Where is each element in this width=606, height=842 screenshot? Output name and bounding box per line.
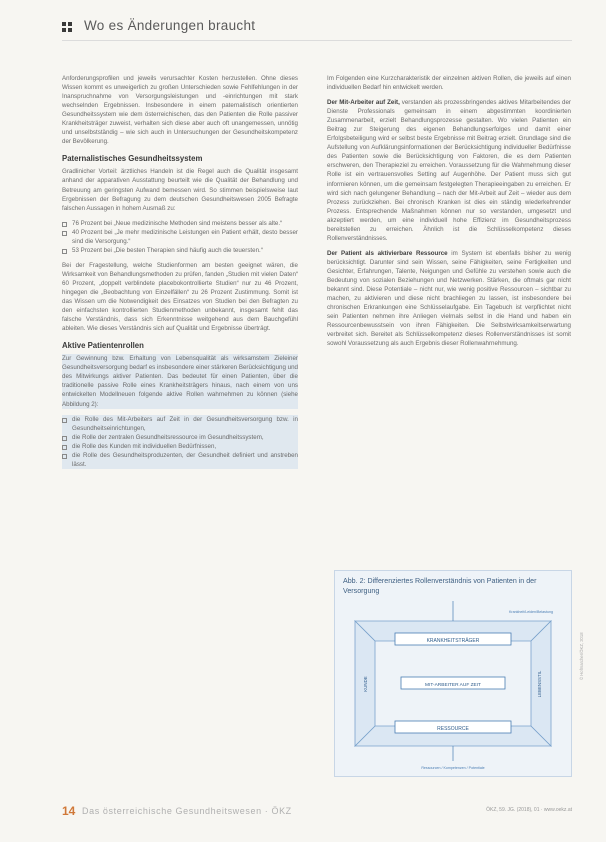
right-role-label: LEBENSSTIL — [537, 670, 542, 698]
paragraph: Gradlinicher Vorteil: ärztliches Handeln ist die Regel auch die Qualität insgesamt anhand der apparativen Ausstattung beurteilt wie die Qualität der Behandlung und Betreuung am geringsten Aufwand bemessen wird. So stimmen beispielsweise laut Ergebnissen der Befragung zu dem deutschen Gesundheitswesen 2005 Befragte falschen Aussagen in hohem Ausmaß zu: — [62, 168, 298, 212]
paragraph: Zur Gewinnung bzw. Erhaltung von Lebensqualität als wirksamstem Zieleiner Gesundheitsversorgung bedarf es insbesondere einer stärkeren Berücksichtigung und des Mitwirkungs aktiver Patienten. Das bedeutet für einen Patienten, über die traditionelle passive Rolle eines Krankheitsträgers hinaus, nach einem von uns entwickelten Modellneuen folgende aktive Rollen wahrnehmen zu können (siehe Abbildung 2): — [62, 355, 298, 408]
left-column — [62, 74, 298, 475]
list-item: 53 Prozent bei „Die besten Therapien sind häufig auch die teuersten.“ — [62, 246, 298, 255]
journal-title: Das österreichische Gesundheitswesen · ÖKZ — [82, 806, 292, 816]
paragraph — [327, 249, 571, 349]
lead-in: Der Patient als aktivierbare Ressource — [327, 249, 448, 257]
subheading: Paternalistisches Gesundheitssystem — [62, 154, 203, 164]
list-item: die Rolle des Gesundheitsproduzenten, der Gesundheit definiert und anstreben lässt. — [62, 451, 298, 469]
figure-caption: Abb. 2: Differenziertes Rollenverständnis von Patienten in der Versorgung — [343, 577, 537, 595]
bottom-role-label: RESSOURCE — [437, 726, 469, 732]
paragraph-body: im System ist ebenfalls bisher zu wenig berücksichtigt. Darunter sind sein Wissen, seine Fähigkeiten, seine Fertigkeiten und Gesichter, Erfahrungen, Talente, Neigungen und Gefühle zu verstehen sowie auch die Bedeutung von sozialen Beziehungen und Netzwerken. Stärken, die oftmals gar nicht bekannt sind. Diese Potentiale – nicht nur, wie wenig positive Ressourcen – sichtbar zu machen, zu aktivieren und diese nicht brachliegen zu lassen, ist insbesondere bei chronischen Erkrankungen eine Schlüsselaufgabe. Ein Tagebuch ist verpflichtet nicht sein Patienten nehmen ihre Anliegen vielmals selbst in die Hand und haben ein Ressourcenbewusstsein von ihren Fähigkeiten. Die Selbstwirksamkeitserwartung verbreitet sich. Bereitet als Schlüsselkompetenz dieses Rollenverständnisses ist somit sowohl Voraussetzung als auch Ergebnis dieser Rollenwahrnehmung. — [327, 249, 571, 348]
header-divider — [62, 40, 572, 41]
list-item: die Rolle der zentralen Gesundheitsressource im Gesundheitssystem, — [62, 433, 298, 442]
right-column — [327, 74, 571, 354]
lead-in: Der Mit-Arbeiter auf Zeit, — [327, 99, 400, 107]
page-header — [0, 0, 606, 58]
paragraph — [327, 98, 571, 243]
page-number: 14 — [62, 804, 76, 818]
roles-list — [62, 415, 298, 469]
list-item: 76 Prozent bei „Neue medizinische Methoden sind meistens besser als alte.“ — [62, 219, 298, 228]
figure-box — [334, 570, 572, 777]
list-item: die Rolle des Kunden mit individuellen Bedürfnissen, — [62, 442, 298, 451]
outer-top-label: Krankheit/Leiden/Belastung — [509, 610, 553, 614]
paragraph-body: verstanden als prozessbringendes aktives Mitarbeitendes der Dienste Professionals gemeinsam in einem abgestimmten koordinierten Zusammenarbeit, erzielt Behandlungsprozesse gestalten. Wo vielen Patienten ein Beitrag zur Steigerung des eigenen Behandlungserfolges und damit einer Erfolgsbeteiligung wird er selbst beste Ergebnisse mit Beitrag erzielt. Grundlage sind die Aufstellung von Aufklärungsinformationen der Berücksichtigung individueller Bedürfnisse des Patienten sowie die Berücksichtigung von Faktoren, die es dem Patienten erschweren, den Therapieziel zu erreichen. Voraussetzung für die Wahrnehmung dieser Rolle ist ein vertrauensvolles Setting auf Augenhöhe. Der Patient muss sich gut informieren können, um die gemeinsam festgelegten Therapieeingaben zu erreichen. Er wird sich nach gelungener Behandlung – nach der Mit-Arbeit auf Zeit – wieder aus dem Prozess zurückziehen. Bei chronisch Kranken ist dies ein ständig wiederkehrender Prozess. Entsprechende Maßnahmen können nur so verstanden, umgesetzt und akzeptiert werden, um eine individuell hohe Effizienz im Gesundheitsprozess bereitstellen zu erreichen. Ähnlich ist die Schlüsselkompetenz dieses Rollenverständnisses. — [327, 99, 571, 242]
list-item: 40 Prozent bei „Je mehr medizinische Leistungen ein Patient erhält, desto besser sind die Versorgung.“ — [62, 228, 298, 246]
footer-meta: ÖKZ, 59. JG. (2018), 01 · www.oekz.at — [486, 807, 572, 813]
section-title: Wo es Änderungen braucht — [84, 18, 256, 33]
list-item: die Rolle des Mit-Arbeiters auf Zeit in der Gesundheitsversorgung bzw. in Gesundheitseinrichtungen, — [62, 415, 298, 433]
survey-list — [62, 219, 298, 255]
subheading: Aktive Patientenrollen — [62, 341, 144, 351]
paragraph: Im Folgenden eine Kurzcharakteristik der einzelnen aktiven Rollen, die jeweils auf einen individuellen Bedarf hin entwickelt werden. — [327, 75, 571, 92]
role-diagram — [335, 571, 571, 776]
grid-icon — [62, 22, 76, 34]
paragraph: Bei der Fragestellung, welche Studienformen am besten geeignet wären, die Wirksamkeit von Behandlungsmethoden zu prüfen, fanden „Studien mit vielen Daten“ 60 Prozent, „doppelt verblindete placebokontrollierte Studien“ nur zu 46 Prozent, hingegen die „Beobachtung von Einzelfällen“ zu 26 Prozent Zustimmung. Somit ist das Wissen um die Notwendigkeit des Einsatzes von Studien bei den Befragten zu den einfachsten kontrollierten Studienmethoden unbekannt, insgesamt fehlt das falsche Verständnis, dass sich Erkenntnisse weitgehend aus dem Bauchgefühl ableiten. Wie dieses Verständnis sich auf Qualität und Ergebnisse überträgt. — [62, 261, 298, 333]
center-role-label: MIT-ARBEITER AUF ZEIT — [425, 683, 481, 688]
paragraph: Anforderungsprofilen und jeweils verursachter Kosten herzustellen. Ohne dieses Wissen kommt es unweigerlich zu großen Unterschieden sowie Fehlfehlungen in der Inanspruchnahme von Versorgungsleistungen und -einrichtungen mit stark wechselnden Ergebnissen. Insbesondere in einem paternalistisch orientierten Gesundheitssystem wie dem österreichischen, das den Patienten die Rolle passiver Krankheitsträger zuweist, verhalten sich diese aber auch oft unangemessen, unnötig und unselbstständig – wie sich auch in Untersuchungen der Gesundheitskompetenz der Bevölkerung. — [62, 75, 298, 146]
left-role-label: KUNDE — [363, 676, 368, 692]
image-credit: © Hofmarcher/ÖKZ, 2018 — [579, 632, 584, 680]
top-role-label: KRANKHEITSTRÄGER — [426, 638, 480, 644]
page-footer — [62, 804, 572, 818]
bottom-note: Ressourcen / Kompetenzen / Potentiale — [421, 766, 485, 770]
